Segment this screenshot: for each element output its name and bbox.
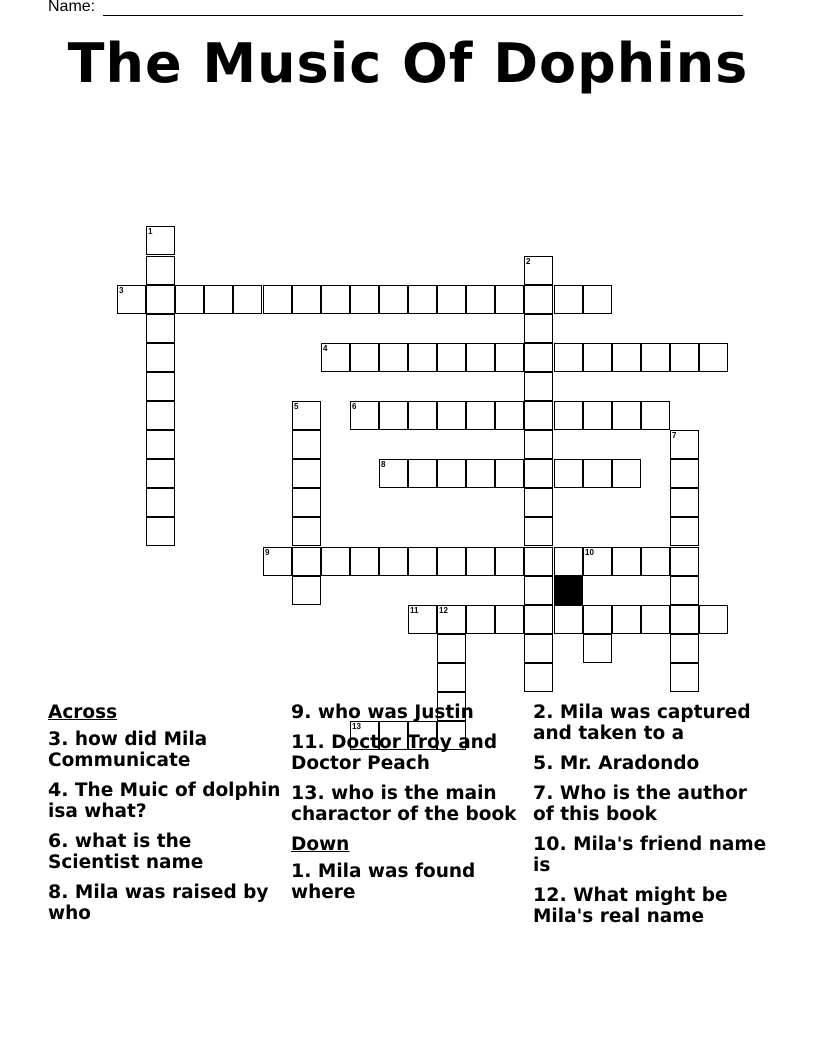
grid-cell[interactable]	[524, 459, 553, 488]
clue-number: 12.	[533, 884, 567, 906]
clue-column-2	[291, 702, 526, 912]
grid-cell[interactable]	[146, 226, 175, 255]
grid-cell[interactable]	[321, 343, 350, 372]
grid-cell[interactable]	[554, 343, 583, 372]
grid-cell[interactable]	[670, 343, 699, 372]
clue-number: 7.	[533, 782, 554, 804]
grid-cell[interactable]	[466, 401, 495, 430]
clue-down-7	[533, 783, 768, 825]
grid-cell[interactable]	[612, 605, 641, 634]
grid-cell[interactable]	[524, 314, 553, 343]
clue-text: Mila was found where	[291, 861, 476, 903]
grid-cell[interactable]	[146, 372, 175, 401]
grid-cell[interactable]	[350, 285, 379, 314]
grid-cell[interactable]	[641, 343, 670, 372]
grid-cell[interactable]	[175, 285, 204, 314]
grid-cell[interactable]	[437, 459, 466, 488]
grid-cell[interactable]	[146, 488, 175, 517]
grid-cell[interactable]	[583, 459, 612, 488]
grid-cell[interactable]	[699, 343, 728, 372]
clue-text: who was Justin	[317, 702, 474, 723]
clue-number: 6.	[48, 830, 69, 852]
grid-cell[interactable]	[670, 634, 699, 663]
grid-cell[interactable]	[437, 547, 466, 576]
clue-column-1	[48, 702, 283, 933]
clue-text: who is the main charactor of the book	[291, 783, 517, 825]
clue-number-label: 9	[265, 548, 270, 557]
clue-number: 10.	[533, 833, 567, 855]
grid-cell[interactable]	[379, 401, 408, 430]
clue-number-label: 8	[381, 460, 386, 469]
grid-cell[interactable]	[146, 430, 175, 459]
clue-number-label: 6	[352, 402, 357, 411]
grid-cell[interactable]	[466, 343, 495, 372]
clue-across-11	[291, 732, 526, 774]
clue-across-9	[291, 702, 526, 723]
clue-text: The Muic of dolphin isa what?	[48, 780, 281, 822]
grid-cell[interactable]	[612, 459, 641, 488]
grid-cell[interactable]	[408, 285, 437, 314]
grid-cell[interactable]	[583, 605, 612, 634]
grid-cell[interactable]	[437, 285, 466, 314]
grid-cell[interactable]	[524, 343, 553, 372]
grid-cell[interactable]	[437, 401, 466, 430]
grid-cell[interactable]	[466, 285, 495, 314]
clue-number-label: 7	[672, 431, 677, 440]
clue-number: 5.	[533, 752, 554, 774]
grid-cell[interactable]	[641, 605, 670, 634]
grid-cell[interactable]	[437, 343, 466, 372]
grid-cell[interactable]	[524, 285, 553, 314]
grid-cell[interactable]	[408, 343, 437, 372]
grid-cell[interactable]	[466, 547, 495, 576]
grid-cell[interactable]	[379, 547, 408, 576]
grid-cell[interactable]	[437, 663, 466, 692]
grid-cell[interactable]	[146, 256, 175, 285]
clue-number: 3.	[48, 728, 69, 750]
clue-across-6	[48, 831, 283, 873]
grid-cell[interactable]	[146, 314, 175, 343]
grid-cell[interactable]	[146, 517, 175, 546]
grid-cell[interactable]	[524, 372, 553, 401]
grid-cell[interactable]	[641, 547, 670, 576]
clue-text: Doctor Troy and Doctor Peach	[291, 732, 498, 774]
clue-down-2	[533, 702, 768, 744]
grid-cell[interactable]	[583, 343, 612, 372]
clue-text: how did Mila Communicate	[48, 729, 208, 771]
grid-cell[interactable]	[292, 459, 321, 488]
grid-cell[interactable]	[117, 285, 146, 314]
clue-text: Mr. Aradondo	[559, 753, 700, 774]
grid-cell[interactable]	[554, 547, 583, 576]
grid-cell[interactable]	[495, 401, 524, 430]
clue-column-3	[533, 702, 768, 936]
clue-number: 8.	[48, 881, 69, 903]
clue-number: 4.	[48, 779, 69, 801]
clue-down-10	[533, 834, 768, 876]
clue-across-8	[48, 882, 283, 924]
grid-cell[interactable]	[146, 285, 175, 314]
grid-cell[interactable]	[524, 634, 553, 663]
clue-text: Mila was captured and taken to a	[533, 702, 751, 744]
grid-cell[interactable]	[146, 401, 175, 430]
grid-cell[interactable]	[263, 285, 292, 314]
grid-cell[interactable]	[292, 576, 321, 605]
grid-cell[interactable]	[437, 634, 466, 663]
black-square	[554, 576, 583, 605]
clue-number: 13.	[291, 782, 325, 804]
grid-cell[interactable]	[408, 401, 437, 430]
grid-cell[interactable]	[554, 605, 583, 634]
grid-cell[interactable]	[379, 285, 408, 314]
grid-cell[interactable]	[292, 285, 321, 314]
grid-cell[interactable]	[379, 343, 408, 372]
grid-cell[interactable]	[408, 605, 437, 634]
grid-cell[interactable]	[524, 605, 553, 634]
grid-cell[interactable]	[670, 663, 699, 692]
clue-number-label: 13	[352, 722, 361, 731]
grid-cell[interactable]	[670, 459, 699, 488]
grid-cell[interactable]	[524, 576, 553, 605]
grid-cell[interactable]	[466, 459, 495, 488]
grid-cell[interactable]	[495, 605, 524, 634]
clue-down-12	[533, 885, 768, 927]
grid-cell[interactable]	[583, 547, 612, 576]
clue-number-label: 2	[526, 257, 531, 266]
grid-cell[interactable]	[641, 401, 670, 430]
grid-cell[interactable]	[495, 343, 524, 372]
grid-cell[interactable]	[495, 459, 524, 488]
grid-cell[interactable]	[292, 401, 321, 430]
grid-cell[interactable]	[670, 547, 699, 576]
clue-number-label: 3	[119, 286, 124, 295]
page-title: The Music Of Dophins	[67, 32, 749, 95]
clue-number-label: 10	[585, 548, 594, 557]
grid-cell[interactable]	[612, 343, 641, 372]
grid-cell[interactable]	[670, 517, 699, 546]
grid-cell[interactable]	[554, 401, 583, 430]
grid-cell[interactable]	[292, 547, 321, 576]
grid-cell[interactable]	[292, 517, 321, 546]
grid-cell[interactable]	[466, 605, 495, 634]
grid-cell[interactable]	[233, 285, 262, 314]
grid-cell[interactable]	[350, 547, 379, 576]
grid-cell[interactable]	[612, 401, 641, 430]
grid-cell[interactable]	[583, 401, 612, 430]
grid-cell[interactable]	[554, 459, 583, 488]
grid-cell[interactable]	[146, 343, 175, 372]
grid-cell[interactable]	[583, 285, 612, 314]
grid-cell[interactable]	[146, 459, 175, 488]
grid-cell[interactable]	[524, 517, 553, 546]
grid-cell[interactable]	[524, 547, 553, 576]
grid-cell[interactable]	[292, 488, 321, 517]
clue-number: 2.	[533, 701, 554, 723]
clue-across-13	[291, 783, 526, 825]
clue-across-3	[48, 729, 283, 771]
grid-cell[interactable]	[524, 663, 553, 692]
grid-cell[interactable]	[670, 576, 699, 605]
clue-text: What might be Mila's real name	[533, 885, 728, 927]
grid-cell[interactable]	[554, 285, 583, 314]
grid-cell[interactable]	[204, 285, 233, 314]
grid-cell[interactable]	[408, 547, 437, 576]
grid-cell[interactable]	[670, 430, 699, 459]
clue-down-5	[533, 753, 768, 774]
clue-number-label: 1	[148, 227, 153, 236]
clue-number-label: 5	[294, 402, 299, 411]
grid-cell[interactable]	[670, 605, 699, 634]
clue-number: 1.	[291, 860, 312, 882]
grid-cell[interactable]	[495, 285, 524, 314]
down-heading: Down	[291, 834, 350, 855]
clue-text: Who is the author of this book	[533, 783, 747, 825]
grid-cell[interactable]	[524, 488, 553, 517]
clue-number: 11.	[291, 731, 325, 753]
grid-cell[interactable]	[350, 401, 379, 430]
clue-number-label: 4	[323, 344, 328, 353]
clue-down-1	[291, 861, 526, 903]
grid-cell[interactable]	[495, 547, 524, 576]
grid-cell[interactable]	[612, 547, 641, 576]
grid-cell[interactable]	[524, 256, 553, 285]
clue-text: what is the Scientist name	[48, 831, 204, 873]
across-heading: Across	[48, 702, 118, 723]
clue-across-4	[48, 780, 283, 822]
grid-cell[interactable]	[321, 285, 350, 314]
grid-cell[interactable]	[524, 430, 553, 459]
grid-cell[interactable]	[350, 343, 379, 372]
grid-cell[interactable]	[321, 547, 350, 576]
grid-cell[interactable]	[292, 430, 321, 459]
grid-cell[interactable]	[524, 401, 553, 430]
clue-text: Mila was raised by who	[48, 882, 269, 924]
grid-cell[interactable]	[583, 634, 612, 663]
grid-cell[interactable]	[437, 605, 466, 634]
grid-cell[interactable]	[263, 547, 292, 576]
grid-cell[interactable]	[670, 488, 699, 517]
clue-number: 9.	[291, 701, 312, 723]
grid-cell[interactable]	[699, 605, 728, 634]
clue-number-label: 12	[439, 606, 448, 615]
grid-cell[interactable]	[408, 459, 437, 488]
clue-text: Mila's friend name is	[533, 834, 767, 876]
clue-number-label: 11	[410, 606, 419, 615]
grid-cell[interactable]	[379, 459, 408, 488]
name-label: Name:	[48, 0, 96, 15]
